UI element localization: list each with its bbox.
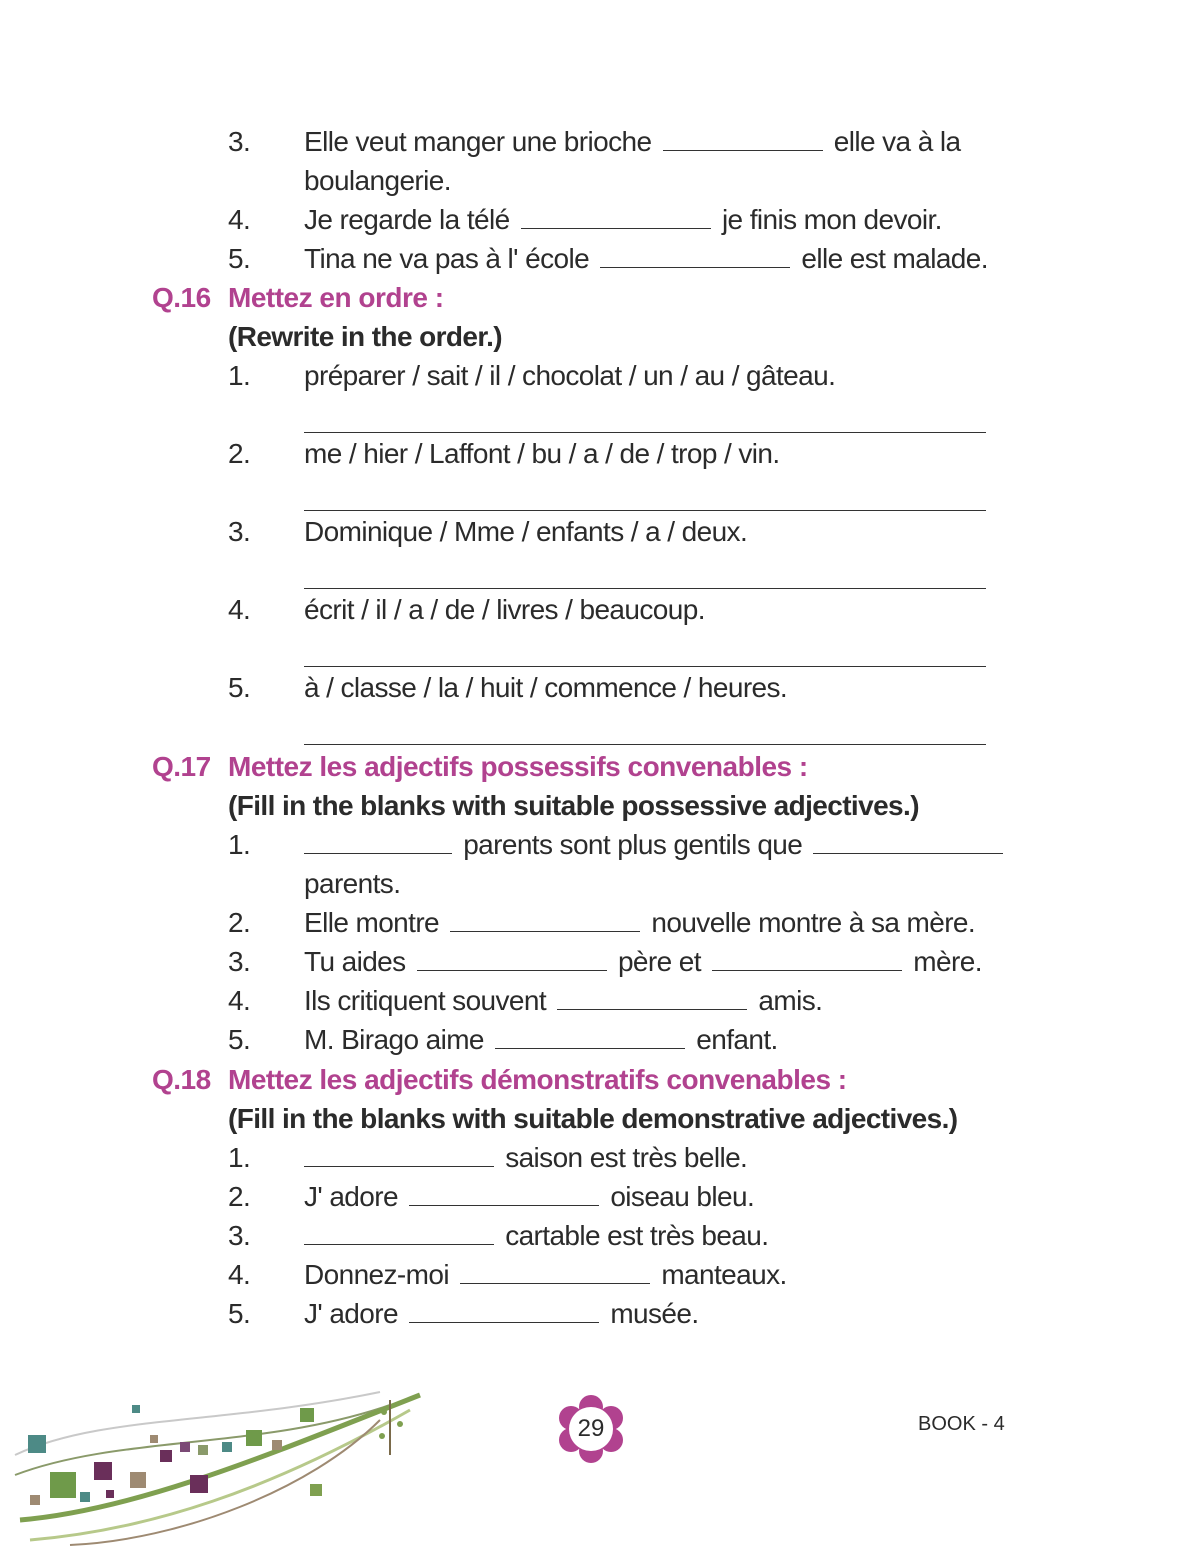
item-text-after: saison est très belle. [505, 1142, 748, 1173]
q16-instruction: (Rewrite in the order.) [228, 321, 503, 352]
blank-field[interactable] [304, 827, 452, 854]
question-number: Q.16 [152, 282, 211, 313]
answer-line[interactable] [304, 510, 986, 511]
item-text-after: manteaux. [661, 1259, 787, 1290]
item-number: 4. [228, 985, 251, 1016]
item-text-after: je finis mon devoir. [721, 204, 942, 235]
item-continuation: boulangerie. [304, 165, 451, 196]
blank-field[interactable] [304, 1140, 494, 1167]
blank-field[interactable] [304, 1218, 494, 1245]
answer-line[interactable] [304, 744, 986, 745]
item-number: 4. [228, 594, 251, 625]
item-text: à / classe / la / huit / commence / heures. [304, 672, 788, 703]
item-text-after: nouvelle montre à sa mère. [651, 907, 976, 938]
item-text-after: musée. [610, 1298, 699, 1329]
item-text-before: Ils critiquent souvent [304, 985, 547, 1016]
item-text: écrit / il / a / de / livres / beaucoup. [304, 594, 705, 625]
item-text-before: Je regarde la télé [304, 204, 510, 235]
item-text-after: mère. [913, 946, 982, 977]
item-text-middle: parents sont plus gentils que [463, 829, 803, 860]
floral-swirl-decoration [10, 1380, 430, 1550]
item-text-before: J' adore [304, 1298, 398, 1329]
blank-field[interactable] [460, 1257, 650, 1284]
item-text-after: elle va à la [833, 126, 961, 157]
item-number: 1. [228, 1142, 251, 1173]
question-number: Q.18 [152, 1064, 211, 1095]
item-number: 1. [228, 829, 251, 860]
blank-field[interactable] [600, 241, 790, 268]
question-number: Q.17 [152, 751, 211, 782]
blank-field[interactable] [495, 1022, 685, 1049]
q18-heading [152, 1060, 847, 1100]
q18-instruction: (Fill in the blanks with suitable demonstrative adjectives.) [228, 1103, 958, 1134]
item-continuation: parents. [304, 868, 401, 899]
item-number: 5. [228, 672, 251, 703]
item-number: 3. [228, 1220, 251, 1251]
item-number: 3. [228, 946, 251, 977]
item-text: me / hier / Laffont / bu / a / de / trop / vin. [304, 438, 780, 469]
item-text-after: elle est malade. [801, 243, 988, 274]
item-text: préparer / sait / il / chocolat / un / au / gâteau. [304, 360, 836, 391]
blank-field[interactable] [450, 905, 640, 932]
question-title: Mettez les adjectifs démonstratifs convenables : [228, 1064, 847, 1095]
q17-instruction: (Fill in the blanks with suitable possessive adjectives.) [228, 790, 919, 821]
page-number: 29 [577, 1415, 605, 1442]
answer-line[interactable] [304, 666, 986, 667]
item-text-before: Donnez-moi [304, 1259, 449, 1290]
item-number: 2. [228, 438, 251, 469]
item-number: 3. [228, 126, 251, 157]
item-number: 4. [228, 1259, 251, 1290]
page-number-badge [556, 1394, 626, 1464]
item-text-after: enfant. [696, 1024, 778, 1055]
item-number: 2. [228, 907, 251, 938]
blank-field[interactable] [409, 1296, 599, 1323]
item-text-after: amis. [758, 985, 823, 1016]
item-number: 5. [228, 1298, 251, 1329]
item-text-before: Elle montre [304, 907, 440, 938]
item-number: 4. [228, 204, 251, 235]
item-text-after: cartable est très beau. [505, 1220, 769, 1251]
blank-field[interactable] [557, 983, 747, 1010]
blank-field[interactable] [813, 827, 1003, 854]
blank-field[interactable] [409, 1179, 599, 1206]
item-number: 5. [228, 1024, 251, 1055]
item-number: 2. [228, 1181, 251, 1212]
q17-heading [152, 747, 808, 787]
item-text-before: J' adore [304, 1181, 398, 1212]
item-text-before: Tu aides [304, 946, 406, 977]
item-text: Dominique / Mme / enfants / a / deux. [304, 516, 748, 547]
answer-line[interactable] [304, 588, 986, 589]
item-number: 1. [228, 360, 251, 391]
answer-line[interactable] [304, 432, 986, 433]
item-text-middle: père et [617, 946, 701, 977]
blank-field[interactable] [712, 944, 902, 971]
item-text-before: Tina ne va pas à l' école [304, 243, 590, 274]
item-number: 5. [228, 243, 251, 274]
book-label: BOOK - 4 [918, 1413, 1005, 1435]
item-text-before: M. Birago aime [304, 1024, 484, 1055]
question-title: Mettez en ordre : [228, 282, 444, 313]
blank-field[interactable] [521, 202, 711, 229]
item-text-after: oiseau bleu. [610, 1181, 755, 1212]
blank-field[interactable] [417, 944, 607, 971]
item-text-before: Elle veut manger une brioche [304, 126, 652, 157]
item-number: 3. [228, 516, 251, 547]
blank-field[interactable] [663, 124, 823, 151]
q16-heading [152, 278, 444, 318]
question-title: Mettez les adjectifs possessifs convenables : [228, 751, 808, 782]
